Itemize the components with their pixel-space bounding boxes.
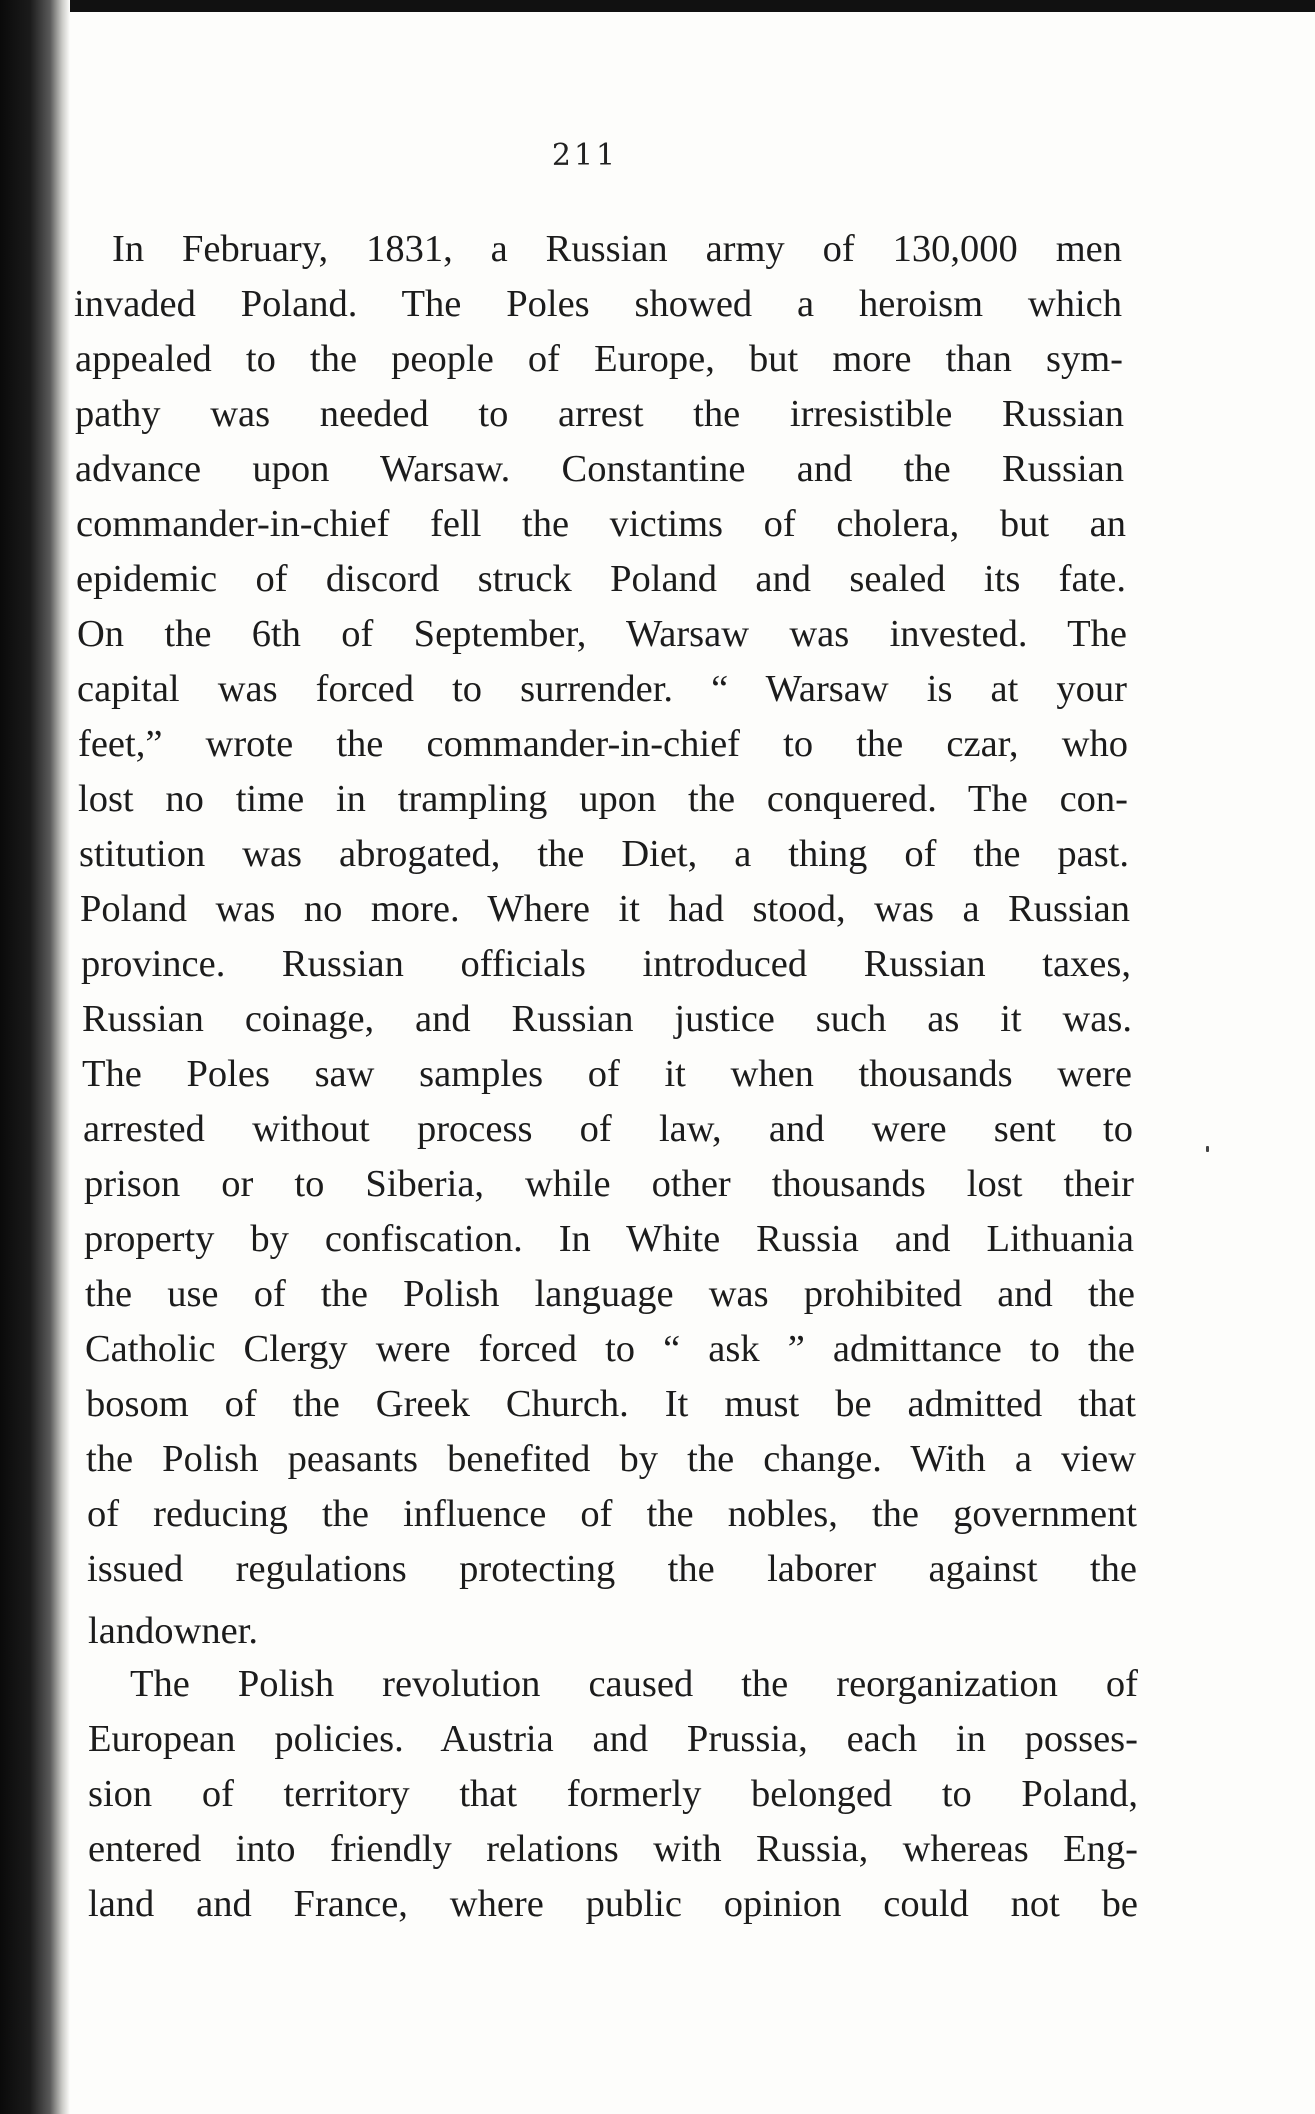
stray-ink-mark xyxy=(1206,1146,1209,1152)
text-line: the use of the Polish language was prohibited and the xyxy=(85,1273,1135,1315)
text-line: bosom of the Greek Church. It must be admitted that xyxy=(86,1383,1136,1425)
text-line: European policies. Austria and Prussia, each in posses- xyxy=(88,1718,1138,1760)
text-line: The Poles saw samples of it when thousands were xyxy=(82,1053,1132,1095)
text-line: stitution was abrogated, the Diet, a thing of the past. xyxy=(79,833,1129,875)
text-line: land and France, where public opinion could not be xyxy=(88,1883,1138,1925)
text-line: landowner. xyxy=(88,1610,258,1652)
text-line: the Polish peasants benefited by the change. With a view xyxy=(86,1438,1136,1480)
text-line: of reducing the influence of the nobles, the government xyxy=(87,1493,1137,1535)
text-line: lost no time in trampling upon the conquered. The con- xyxy=(78,778,1128,820)
text-line: commander-in-chief fell the victims of cholera, but an xyxy=(76,503,1126,545)
page-number: 211 xyxy=(551,138,619,173)
text-line: Catholic Clergy were forced to “ ask ” admittance to the xyxy=(85,1328,1135,1370)
text-line: entered into friendly relations with Russia, whereas Eng- xyxy=(88,1828,1138,1870)
text-line: feet,” wrote the commander-in-chief to the czar, who xyxy=(78,723,1128,765)
text-line: epidemic of discord struck Poland and sealed its fate. xyxy=(76,558,1126,600)
text-line: capital was forced to surrender. “ Warsaw is at your xyxy=(77,668,1127,710)
text-line: province. Russian officials introduced Russian taxes, xyxy=(81,943,1131,985)
text-line: Russian coinage, and Russian justice such as it was. xyxy=(82,998,1132,1040)
text-line: advance upon Warsaw. Constantine and the Russian xyxy=(75,448,1124,490)
text-line: Poland was no more. Where it had stood, was a Russian xyxy=(80,888,1130,930)
text-line: sion of territory that formerly belonged to Poland, xyxy=(88,1773,1138,1815)
text-line: property by confiscation. In White Russia and Lithuania xyxy=(84,1218,1134,1260)
text-line: In February, 1831, a Russian army of 130,000 men xyxy=(112,228,1122,270)
text-line: issued regulations protecting the laborer against the xyxy=(87,1548,1137,1590)
text-line: appealed to the people of Europe, but more than sym- xyxy=(75,338,1123,380)
text-line: arrested without process of law, and were sent to xyxy=(83,1108,1133,1150)
text-line: The Polish revolution caused the reorganization of xyxy=(130,1663,1138,1705)
text-line: On the 6th of September, Warsaw was invested. The xyxy=(77,613,1127,655)
text-line: invaded Poland. The Poles showed a heroism which xyxy=(74,283,1122,325)
text-line: prison or to Siberia, while other thousands lost their xyxy=(84,1163,1134,1205)
text-line: pathy was needed to arrest the irresistible Russian xyxy=(75,393,1124,435)
